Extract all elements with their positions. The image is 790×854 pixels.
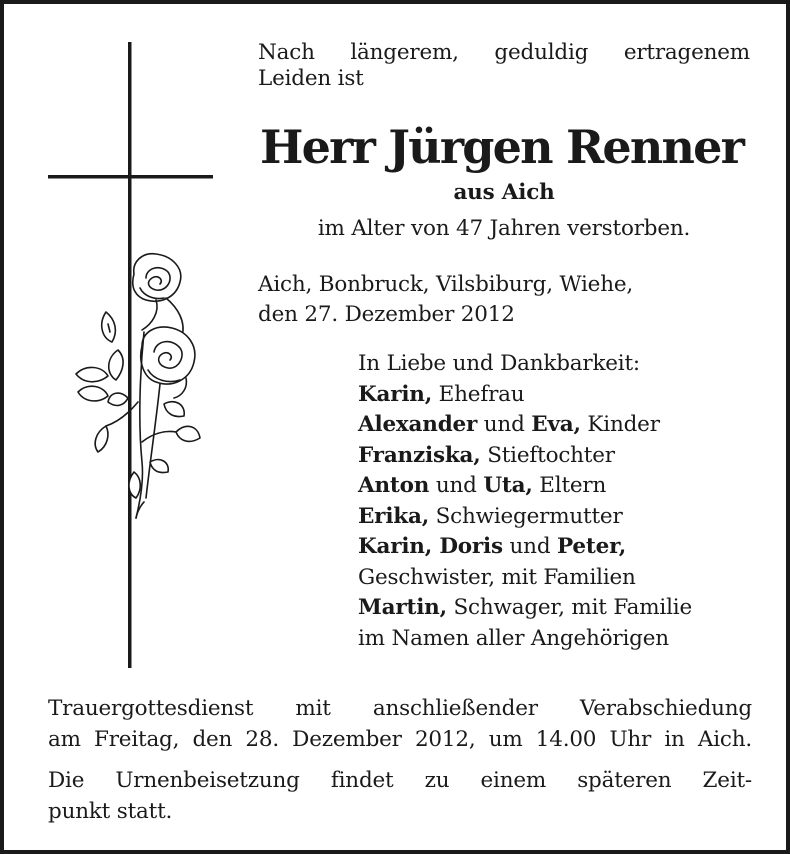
mourner-name: Franziska, — [358, 442, 481, 468]
mourner-role: Kinder — [580, 412, 660, 437]
mourner-name: Karin, Doris — [358, 534, 503, 559]
mourner-role: Schwager, mit Familie — [446, 595, 692, 620]
mourner-entry — [358, 443, 692, 474]
mourner-name: Karin, — [358, 381, 433, 407]
mourner-name: Anton — [358, 473, 430, 498]
places-line: Aich, Bonbruck, Vilsbiburg, Wiehe, — [258, 272, 633, 297]
mourner-role: Eltern — [532, 473, 607, 498]
mourner-name: Eva, — [531, 412, 581, 437]
intro-text — [258, 40, 750, 92]
mourner-name: Martin, — [358, 595, 447, 620]
service-line: Trauergottesdienst mit anschließender Verabschiedung — [48, 696, 752, 721]
service-info — [48, 696, 752, 758]
service-line: am Freitag, den 28. Dezember 2012, um 14.00 Uhr in Aich. — [48, 727, 752, 752]
mourner-entry: Karin, Doris und Peter, — [358, 534, 626, 559]
mourner-name: Erika, — [358, 503, 429, 529]
burial-info — [48, 768, 752, 830]
mourner-name: Peter, — [557, 534, 626, 559]
cross-with-roses-icon — [48, 42, 218, 672]
age-line: im Alter von 47 Jahren verstorben. — [317, 216, 691, 241]
mourners-list — [358, 351, 692, 656]
mourner-entry — [358, 595, 692, 626]
intro-line: Leiden ist — [258, 66, 364, 91]
mourner-role: Schwiegermutter — [429, 503, 623, 529]
mourner-entry — [358, 504, 692, 535]
origin-line: aus Aich — [453, 180, 555, 205]
mourner-role: Stieftochter — [480, 442, 615, 468]
mourner-name: Uta, — [483, 473, 533, 498]
mourner-role: Ehefrau — [432, 381, 525, 407]
mourner-role: Geschwister, mit Familien — [358, 564, 636, 590]
date-line: den 27. Dezember 2012 — [258, 302, 515, 327]
burial-line: punkt statt. — [48, 799, 173, 824]
mourners-closing: im Namen aller Angehörigen — [358, 625, 669, 651]
mourner-name: Alexander — [358, 412, 478, 437]
deceased-name: Herr Jürgen Renner — [260, 120, 744, 174]
mourner-entry: Alexander und Eva, Kinder — [358, 412, 660, 437]
mourner-entry: Anton und Uta, Eltern — [358, 473, 607, 498]
mourner-entry — [358, 382, 692, 413]
intro-line: Nach längerem, geduldig ertragenem — [258, 40, 750, 65]
burial-line: Die Urnenbeisetzung findet zu einem späteren Zeit- — [48, 768, 752, 793]
mourners-heading: In Liebe und Dankbarkeit: — [358, 351, 640, 376]
